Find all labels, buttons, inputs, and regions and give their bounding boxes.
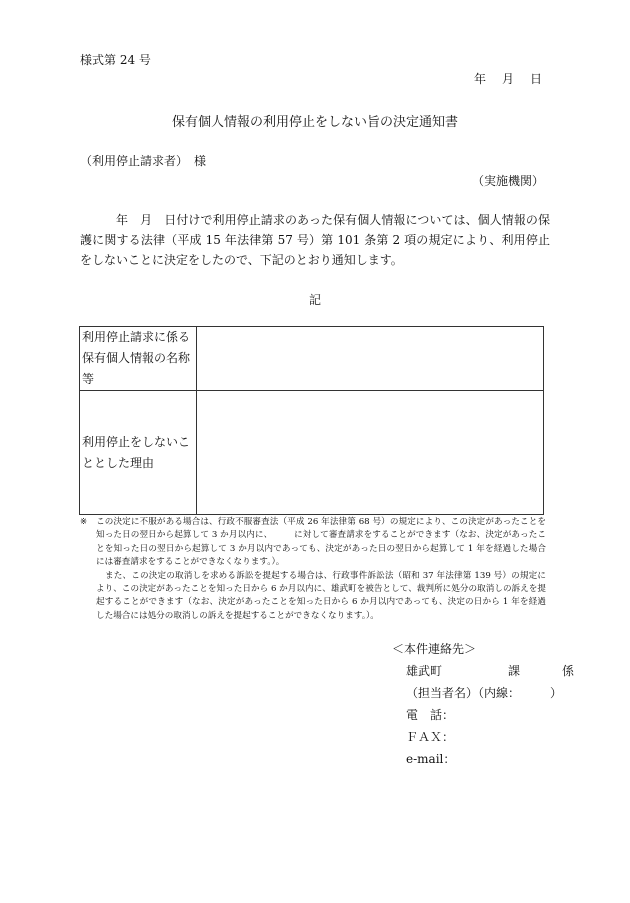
table-row [80, 391, 544, 515]
appeal-note [80, 516, 546, 623]
note-paragraph-2: また、この決定の取消しを求める訴訟を提起する場合は、行政事件訴訟法（昭和 37 年法律第 139 号）の規定により、この決定があったことを知った日から 6 か月以内に、雄武町を被告として、裁判所に処分の取消しの訴えを提起することができます（なお、決定があったことを知った日から 6 か月以内であっても、決定の日から 1 年を経過した場合には処分の取消しの訴えを提起することができなくなります。）。 [96, 570, 546, 621]
contact-email: e-mail： [406, 752, 456, 766]
form-number: 様式第 24 号 [80, 53, 151, 67]
note-text-1: この決定に不服がある場合は、行政不服審査法（平成 26 年法律第 68 号）の規定により、この決定があったことを知った日の翌日から起算して 3 か月以内に、 に対して審査請求をすることができます（なお、決定があったことを知った日の翌日から起算して 3 か月以内であっても、決定があった日の翌日から起算して 1 年を経過した場合には審査請求をすることができなくなります。）。 [96, 517, 546, 568]
document-title: 保有個人情報の利用停止をしない旨の決定通知書 [171, 115, 458, 130]
row2-value [197, 391, 544, 515]
addressee: （利用停止請求者） 様 [80, 154, 207, 168]
date-line: 年 月 日 [473, 72, 544, 86]
notice-body: 年 月 日付けで利用停止請求のあった保有個人情報については、個人情報の保護に関する法律（平成 15 年法律第 57 号）第 101 条第 2 項の規定により、利用停止をしないことに決定をしたので、下記のとおり通知します。 [80, 213, 550, 267]
contact-unit: 係 [562, 664, 575, 678]
row1-label: 利用停止請求に係る保有個人情報の名称等 [80, 327, 197, 391]
table-row [80, 327, 544, 391]
contact-section: 課 [508, 664, 521, 678]
contact-fax: ＦＡＸ： [406, 730, 455, 744]
contact-person [406, 684, 562, 701]
contact-person-label: （担当者名）（内線： [406, 686, 521, 700]
info-table [79, 326, 544, 515]
note-mark: ※ [80, 517, 88, 527]
note-paragraph-1 [80, 516, 546, 570]
contact-town: 雄武町 [406, 664, 443, 678]
contact-department [406, 662, 574, 679]
contact-person-close: ） [550, 686, 563, 700]
issuing-agency: （実施機関） [471, 174, 544, 188]
contact-heading: ＜本件連絡先＞ [392, 642, 477, 656]
row2-label: 利用停止をしないこととした理由 [80, 391, 197, 515]
row1-value [197, 327, 544, 391]
contact-tel: 電 話： [406, 708, 455, 722]
ki-heading: 記 [308, 293, 321, 307]
